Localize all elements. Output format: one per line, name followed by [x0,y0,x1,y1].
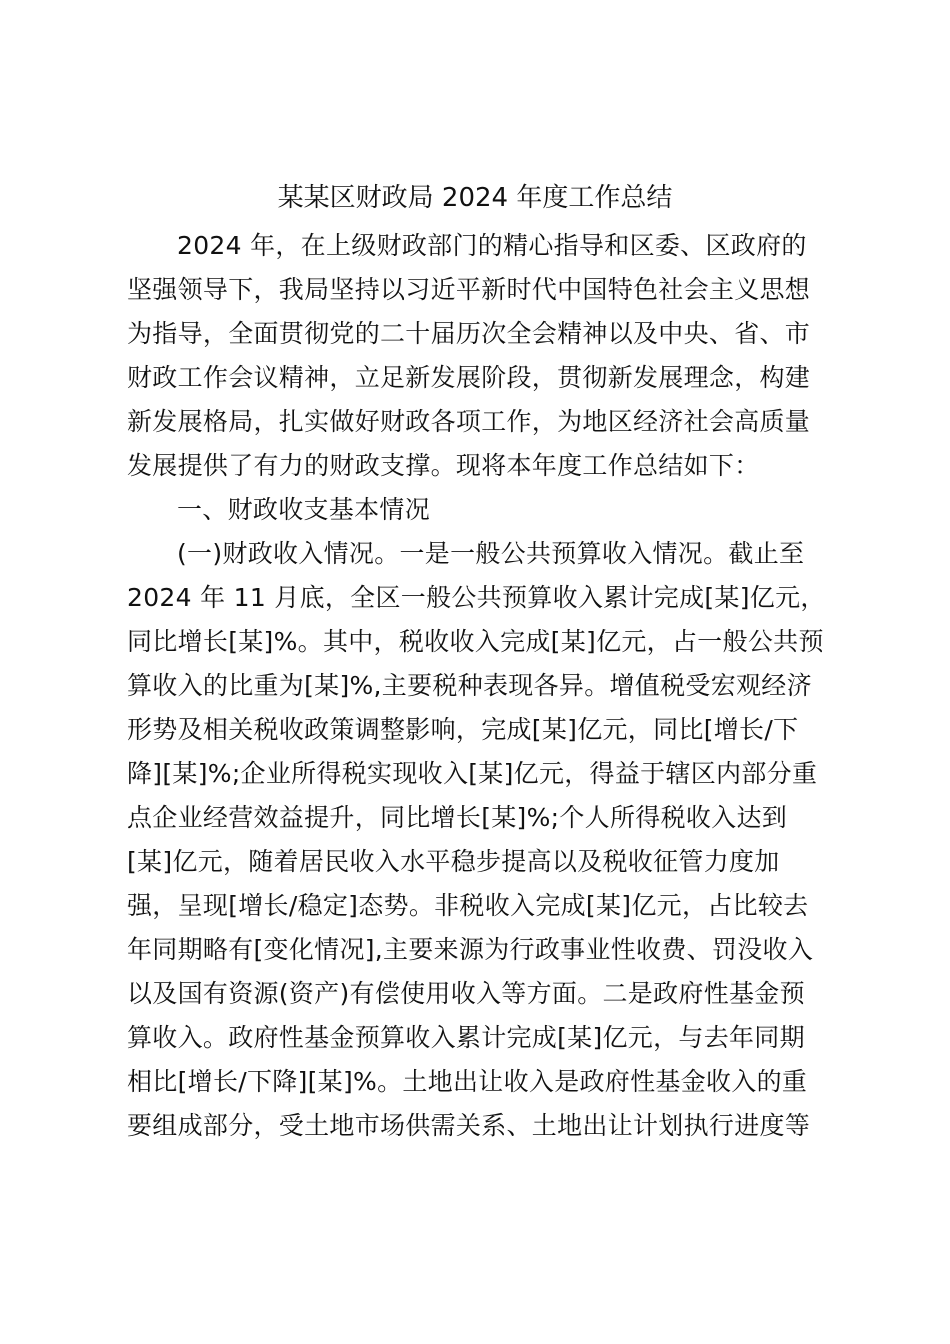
paragraph-line: 算收入。政府性基金预算收入累计完成[某]亿元，与去年同期 [127,1023,805,1052]
paragraph-line: 年同期略有[变化情况],主要来源为行政事业性收费、罚没收入 [127,935,814,964]
paragraph-line: 2024 年 11 月底，全区一般公共预算收入累计完成[某]亿元， [127,583,826,612]
paragraph-line: 发展提供了有力的财政支撑。现将本年度工作总结如下： [127,451,760,480]
paragraph-line: 坚强领导下，我局坚持以习近平新时代中国特色社会主义思想 [127,275,811,304]
paragraph-line: 为指导，全面贯彻党的二十届历次全会精神以及中央、省、市 [127,319,811,348]
paragraph-line: 新发展格局，扎实做好财政各项工作，为地区经济社会高质量 [127,407,811,436]
paragraph-line: 降][某]%;企业所得税实现收入[某]亿元，得益于辖区内部分重 [127,759,818,788]
document-title: 某某区财政局 2024 年度工作总结 [277,183,673,213]
paragraph-line: 财政工作会议精神，立足新发展阶段，贯彻新发展理念，构建 [127,363,811,392]
section-heading: 一、财政收支基本情况 [177,495,431,524]
paragraph-line: 2024 年，在上级财政部门的精心指导和区委、区政府的 [177,231,807,260]
paragraph-line: 以及国有资源(资产)有偿使用收入等方面。二是政府性基金预 [127,979,805,1008]
paragraph-line: 要组成部分，受土地市场供需关系、土地出让计划执行进度等 [127,1111,811,1140]
paragraph-line: 同比增长[某]%。其中，税收收入完成[某]亿元，占一般公共预 [127,627,824,656]
paragraph-line: [某]亿元，随着居民收入水平稳步提高以及税收征管力度加 [127,847,780,876]
paragraph-line: (一)财政收入情况。一是一般公共预算收入情况。截止至 [177,539,805,568]
paragraph-line: 强，呈现[增长/稳定]态势。非税收入完成[某]亿元，占比较去 [127,891,809,920]
paragraph-line: 相比[增长/下降][某]%。土地出让收入是政府性基金收入的重 [127,1067,808,1096]
paragraph-line: 点企业经营效益提升，同比增长[某]%;个人所得税收入达到 [127,803,788,832]
paragraph-line: 形势及相关税收政策调整影响，完成[某]亿元，同比[增长/下 [127,715,799,744]
paragraph-line: 算收入的比重为[某]%,主要税种表现各异。增值税受宏观经济 [127,671,812,700]
